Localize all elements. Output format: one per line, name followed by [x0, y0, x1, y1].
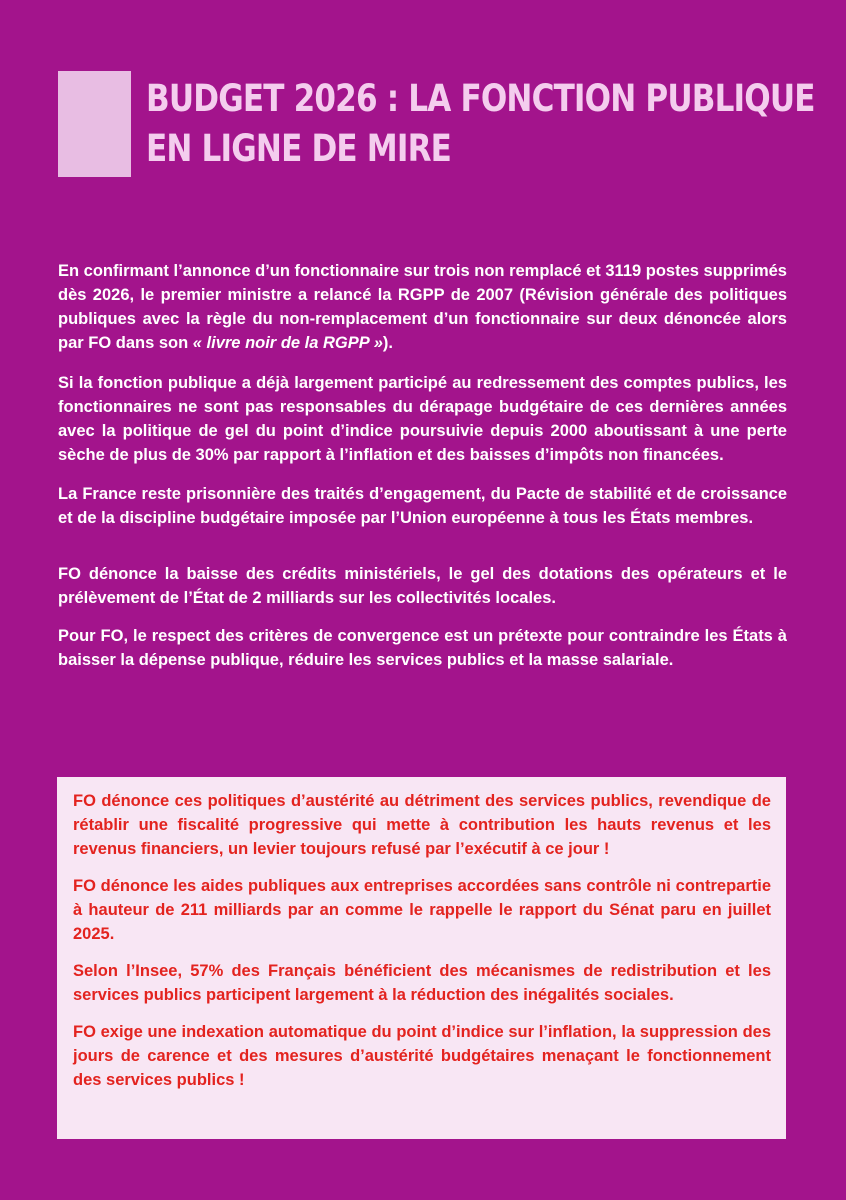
paragraph-rgpp: [58, 259, 787, 355]
page-title-line-1: BUDGET 2026 : LA FONCTION PUBLIQUE: [146, 77, 815, 120]
box-paragraph-insee: Selon l’Insee, 57% des Français bénéficient des mécanismes de redistribution et les services publics participent largement à la réduction des inégalités sociales.: [73, 962, 771, 1004]
paragraph-rgpp-text: En confirmant l’annonce d’un fonctionnaire sur trois non remplacé et 3119 postes supprimés dès 2026, le premier ministre a relancé la RGPP de 2007 (Révision générale des politiques publiques avec la règle du non-remplacement d’un fonctionnaire sur deux dénoncée alors par FO dans son: [58, 262, 787, 352]
box-paragraph-aides-publiques: FO dénonce les aides publiques aux entreprises accordées sans contrôle ni contrepartie à hauteur de 211 milliards par an comme le rappelle le rapport du Sénat paru en juillet 2025.: [73, 877, 771, 943]
page-title-line-2: EN LIGNE DE MIRE: [146, 127, 452, 170]
paragraph-pacte-stabilite: La France reste prisonnière des traités d’engagement, du Pacte de stabilité et de croissance et de la discipline budgétaire imposée par l’Union européenne à tous les États membres.: [58, 485, 787, 527]
title-accent-bar: [58, 71, 131, 177]
box-paragraph-austerite: FO dénonce ces politiques d’austérité au détriment des services publics, revendique de rétablir une fiscalité progressive qui mette à contribution les hauts revenus et les revenus financiers, un levier toujours refusé par l’exécutif à ce jour !: [73, 792, 771, 858]
box-paragraph-indexation: FO exige une indexation automatique du point d’indice sur l’inflation, la suppression des jours de carence et des mesures d’austérité budgétaires menaçant le fonctionnement des services publics !: [73, 1023, 771, 1089]
paragraph-rgpp-quote: « livre noir de la RGPP »: [192, 334, 383, 352]
paragraph-credits-ministeriels: FO dénonce la baisse des crédits ministériels, le gel des dotations des opérateurs et le prélèvement de l’État de 2 milliards sur les collectivités locales.: [58, 565, 787, 607]
paragraph-rgpp-end: ).: [382, 334, 394, 352]
paragraph-point-indice: Si la fonction publique a déjà largement participé au redressement des comptes publics, les fonctionnaires ne sont pas responsables du dérapage budgétaire de ces dernières années avec la politique de gel du point d’indice poursuivie depuis 2000 aboutissant à une perte sèche de plus de 30% par rapport à l’inflation et des baisses d’impôts non financées.: [58, 374, 787, 464]
intro-text: [58, 259, 787, 672]
page-title: [146, 74, 815, 174]
paragraph-criteres-convergence: Pour FO, le respect des critères de convergence est un prétexte pour contraindre les États à baisser la dépense publique, réduire les services publics et la masse salariale.: [58, 627, 787, 669]
demands-box: [57, 777, 786, 1139]
